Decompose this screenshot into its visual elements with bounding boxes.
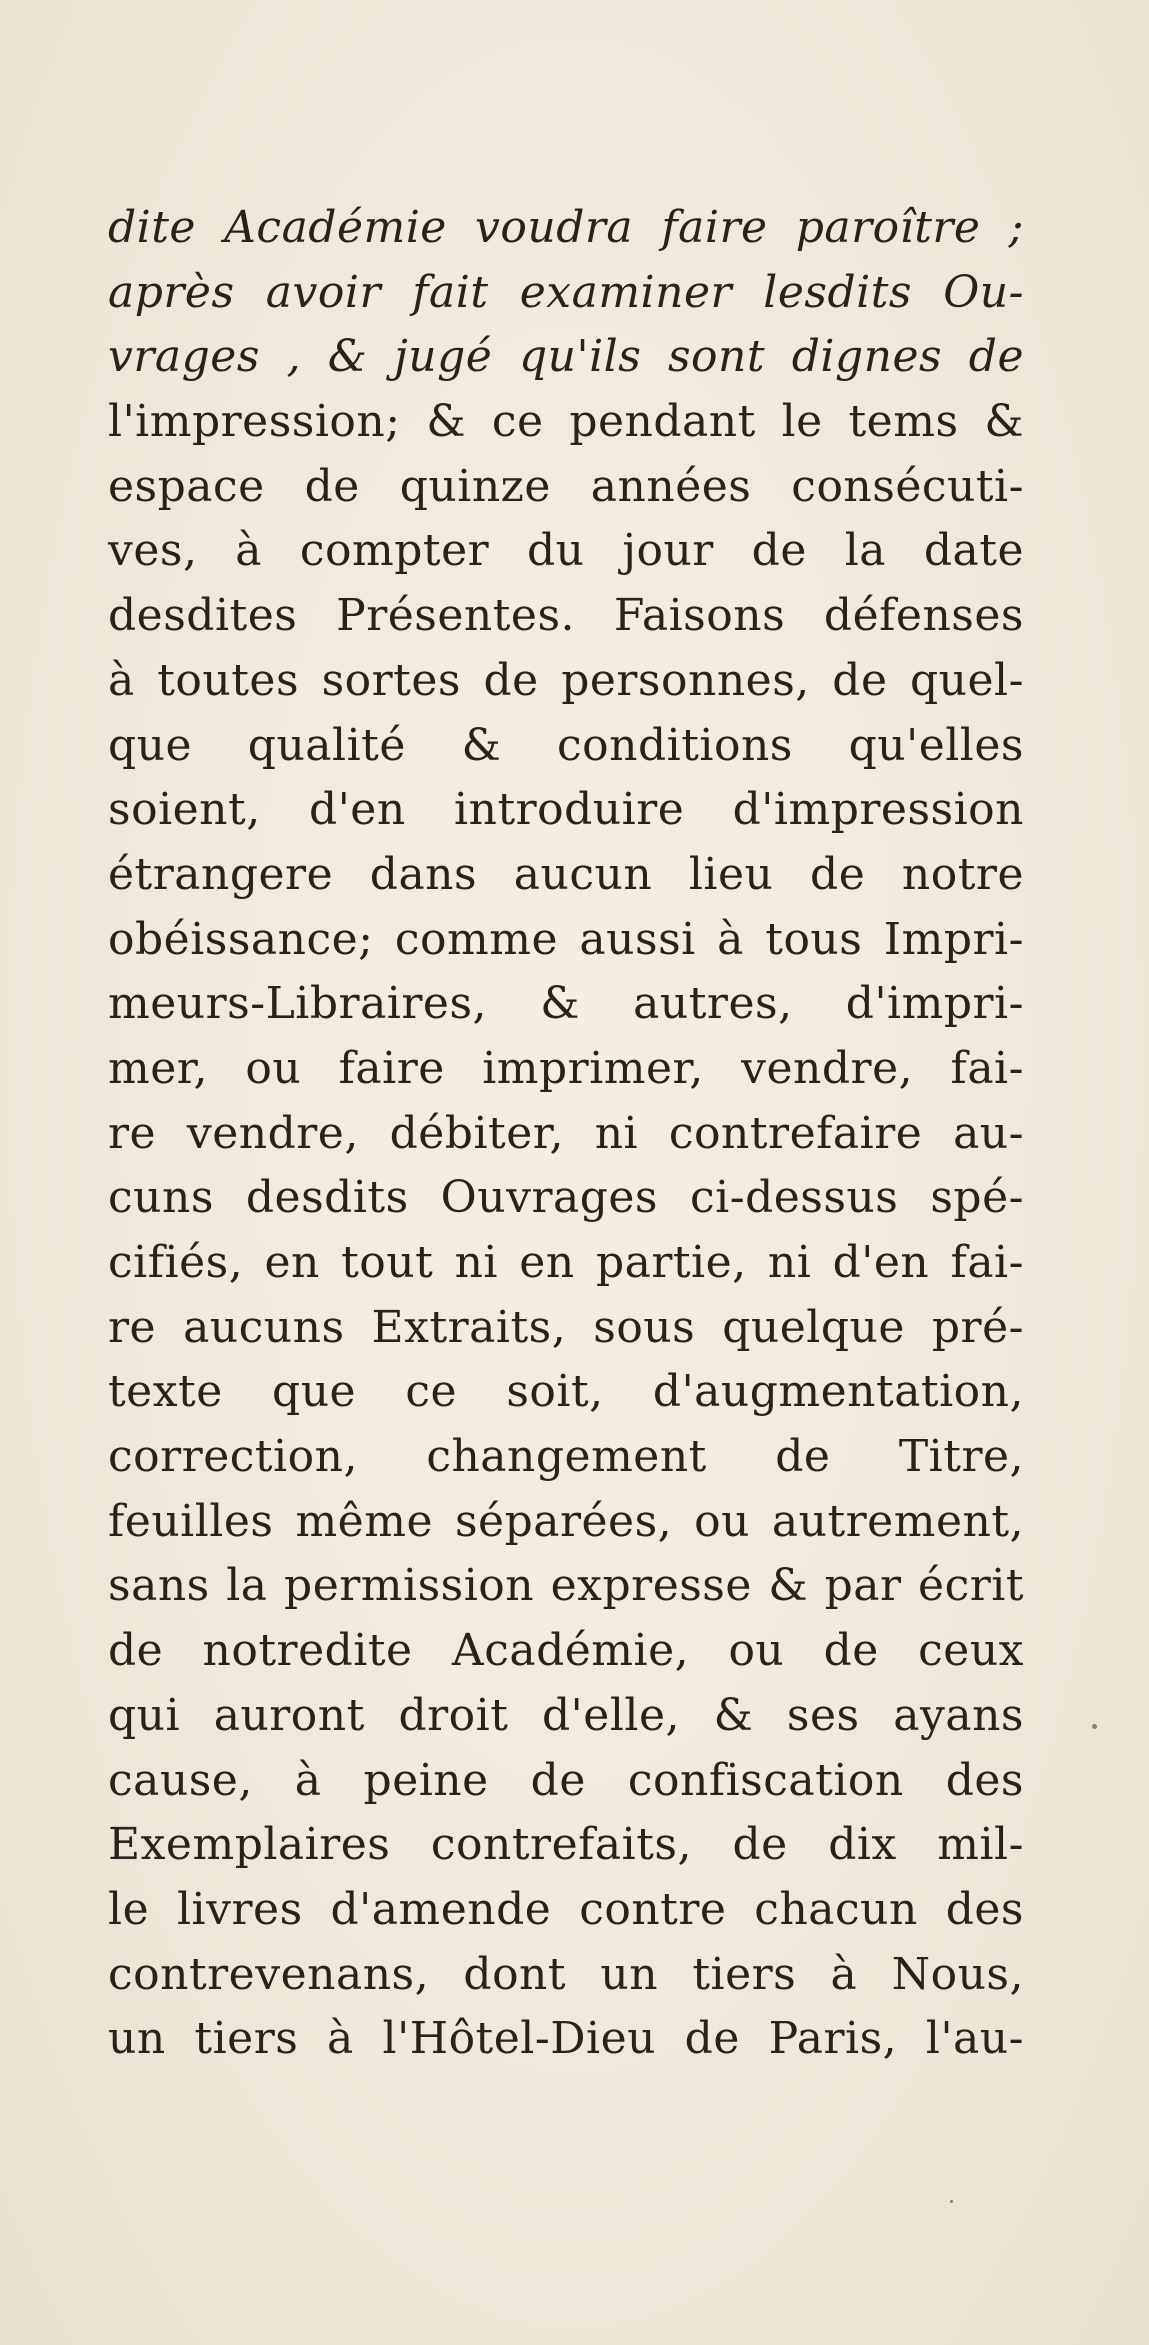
text-line: dite Académie voudra faire paroître ; — [108, 202, 1024, 253]
text-line: ves, à compter du jour de la date — [108, 525, 1024, 577]
text-line: texte que ce soit, d'augmentation, — [108, 1366, 1024, 1418]
text-line: obéissance; comme aussi à tous Impri- — [108, 913, 1024, 965]
text-line: contrevenans, dont un tiers à Nous, — [108, 1948, 1024, 2000]
text-line: cuns desdits Ouvrages ci-dessus spé- — [108, 1172, 1024, 1224]
text-line: le livres d'amende contre chacun des — [108, 1883, 1024, 1935]
text-line: cause, à peine de confiscation des — [108, 1754, 1024, 1806]
text-line: qui auront droit d'elle, & ses ayans — [108, 1689, 1024, 1741]
text-line: re aucuns Extraits, sous quelque pré- — [108, 1301, 1024, 1353]
text-line: espace de quinze années consécuti- — [108, 460, 1024, 512]
text-line: correction, changement de Titre, — [108, 1431, 1024, 1483]
paper-speck — [1092, 1724, 1097, 1729]
text-line: que qualité & conditions qu'elles — [108, 719, 1024, 771]
text-line: l'impression; & ce pendant le tems & — [108, 396, 1024, 448]
body-text — [108, 196, 1024, 2072]
text-line: mer, ou faire imprimer, vendre, fai- — [108, 1042, 1024, 1094]
text-line: vrages , & jugé qu'ils sont dignes de — [108, 331, 1024, 383]
text-line: un tiers à l'Hôtel-Dieu de Paris, l'au- — [108, 2013, 1024, 2065]
paper-speck — [950, 2200, 953, 2203]
text-line: cifiés, en tout ni en partie, ni d'en fai- — [108, 1237, 1024, 1288]
text-line: desdites Présentes. Faisons défenses — [108, 590, 1024, 642]
text-line: à toutes sortes de personnes, de quel- — [108, 654, 1024, 706]
text-line: Exemplaires contrefaits, de dix mil- — [108, 1819, 1024, 1871]
text-line: feuilles même séparées, ou autrement, — [108, 1495, 1024, 1547]
text-line: meurs-Libraires, & autres, d'impri- — [108, 978, 1024, 1030]
text-line: de notredite Académie, ou de ceux — [108, 1625, 1024, 1677]
text-line: soient, d'en introduire d'impression — [108, 784, 1024, 836]
text-line: sans la permission expresse & par écrit — [108, 1560, 1024, 1612]
text-line: après avoir fait examiner lesdits Ou- — [108, 266, 1024, 318]
text-line: étrangere dans aucun lieu de notre — [108, 848, 1024, 900]
text-line: re vendre, débiter, ni contrefaire au- — [108, 1107, 1024, 1159]
